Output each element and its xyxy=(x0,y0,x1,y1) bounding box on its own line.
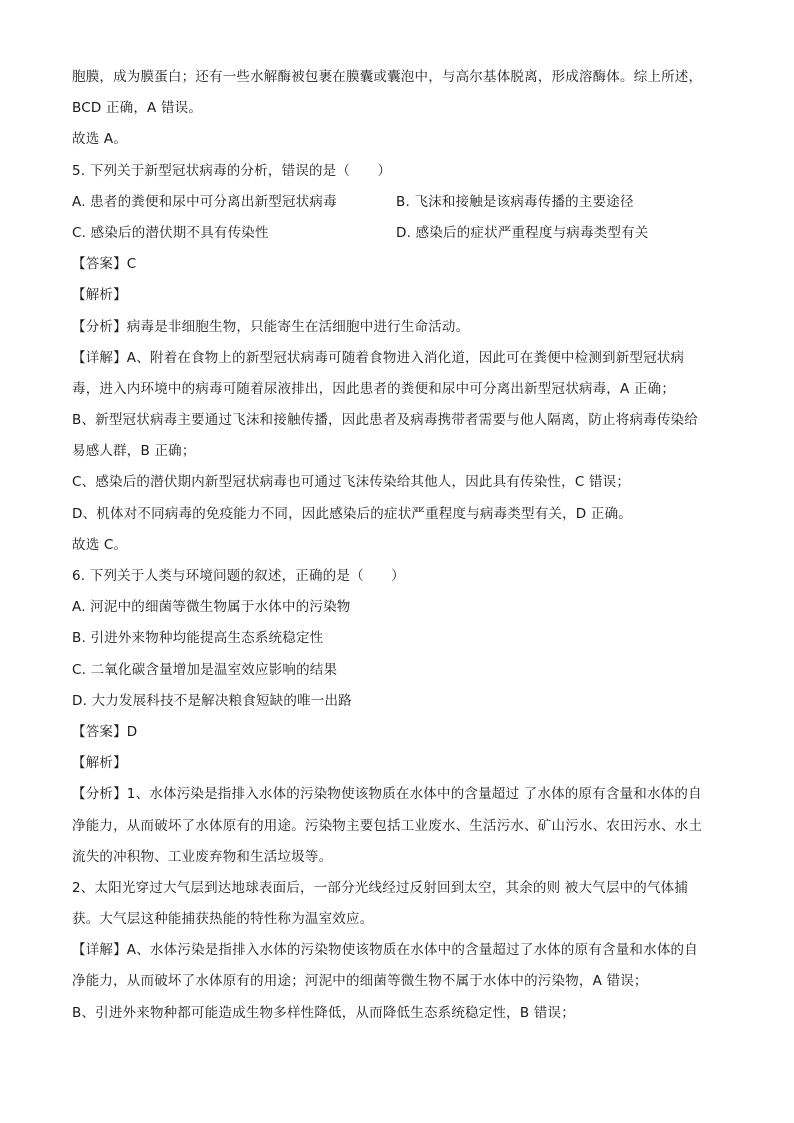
text-line: 故选 A。 xyxy=(72,131,128,148)
text-line: 流失的冲积物、工业废弃物和生活垃圾等。 xyxy=(72,848,333,865)
question-6-stem: 6. 下列关于人类与环境问题的叙述，正确的是（ ） xyxy=(72,568,405,584)
text-line: 故选 C。 xyxy=(72,536,128,553)
text-line: 获。大气层这种能捕获热能的特性称为温室效应。 xyxy=(72,911,374,928)
text-line: C、感染后的潜伏期内新型冠状病毒也可通过飞沫传染给其他人，因此具有传染性，C 错误； xyxy=(72,474,631,491)
option-b: B. 飞沫和接触是该病毒传播的主要途径 xyxy=(396,193,634,210)
question-5-answer: 【答案】C xyxy=(72,256,137,273)
document-content xyxy=(72,62,732,1029)
text-line: 【详解】A、水体污染是指排入水体的污染物使该物质在水体中的含量超过了水体的原有含量和水体的自 xyxy=(72,942,698,959)
text-line: 净能力，从而破坏了水体原有的用途；河泥中的细菌等微生物不属于水体中的污染物，A 错误； xyxy=(72,973,648,990)
option-d: D. 大力发展科技不是解决粮食短缺的唯一出路 xyxy=(72,692,352,709)
option-b: B. 引进外来物种均能提高生态系统稳定性 xyxy=(72,630,324,647)
option-d: D. 感染后的症状严重程度与病毒类型有关 xyxy=(396,224,649,241)
question-5-options-row xyxy=(72,218,732,249)
text-line: BCD 正确，A 错误。 xyxy=(72,100,203,117)
question-6-analysis-label: 【解析】 xyxy=(72,755,127,772)
option-c: C. 二氧化碳含量增加是温室效应影响的结果 xyxy=(72,661,338,678)
text-line: B、新型冠状病毒主要通过飞沫和接触传播，因此患者及病毒携带者需要与他人隔离，防止将病毒传染给 xyxy=(72,412,698,429)
text-line: 【分析】病毒是非细胞生物，只能寄生在活细胞中进行生命活动。 xyxy=(72,318,470,335)
text-line: D、机体对不同病毒的免疫能力不同，因此感染后的症状严重程度与病毒类型有关，D 正确。 xyxy=(72,505,632,522)
text-line: 净能力，从而破坏了水体原有的用途。污染物主要包括工业废水、生活污水、矿山污水、农田污水、水土 xyxy=(72,817,703,834)
option-c: C. 感染后的潜伏期不具有传染性 xyxy=(72,224,269,241)
question-6-answer: 【答案】D xyxy=(72,723,138,740)
text-line: 【分析】1、水体污染是指排入水体的污染物使该物质在水体中的含量超过 了水体的原有含量和水体的自 xyxy=(72,786,702,803)
text-line: 胞膜，成为膜蛋白；还有一些水解酶被包裹在膜囊或囊泡中，与高尔基体脱离，形成溶酶体。综上所述， xyxy=(72,69,703,85)
text-line: 毒，进入内环境中的病毒可随着尿液排出，因此患者的粪便和尿中可分离出新型冠状病毒，A 正确； xyxy=(72,380,676,397)
text-line: 易感人群，B 正确； xyxy=(72,443,196,460)
question-5-options-row xyxy=(72,187,732,218)
text-line: 【详解】A、附着在食物上的新型冠状病毒可随着食物进入消化道，因此可在粪便中检测到新型冠状病 xyxy=(72,349,685,366)
text-line: 2、太阳光穿过大气层到达地球表面后，一部分光线经过反射回到太空，其余的则 被大气层中的气体捕 xyxy=(72,879,689,896)
question-5-analysis-label: 【解析】 xyxy=(72,287,127,304)
option-a: A. 河泥中的细菌等微生物属于水体中的污染物 xyxy=(72,599,351,616)
text-line: B、引进外来物种都可能造成生物多样性降低，从而降低生态系统稳定性，B 错误； xyxy=(72,1004,575,1021)
question-5-stem: 5. 下列关于新型冠状病毒的分析，错误的是（ ） xyxy=(72,162,392,179)
option-a: A. 患者的粪便和尿中可分离出新型冠状病毒 xyxy=(72,193,337,210)
